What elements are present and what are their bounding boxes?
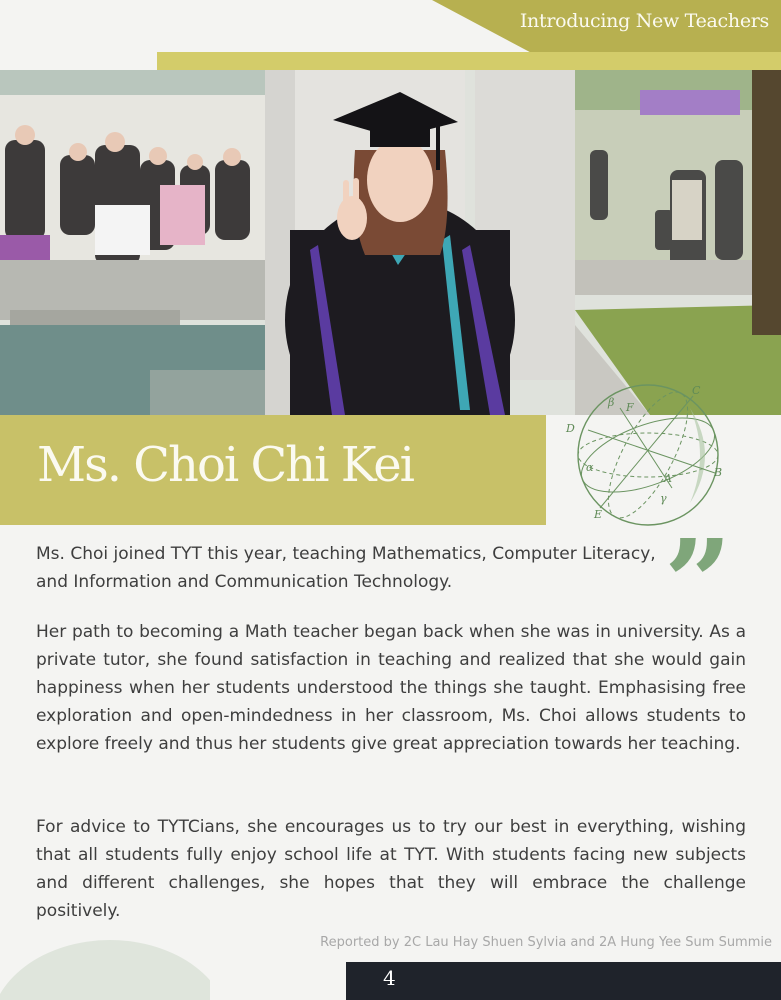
closing-quote-icon: ” bbox=[664, 513, 720, 652]
sphere-label-alpha: α bbox=[586, 461, 594, 474]
teacher-photo bbox=[0, 70, 781, 415]
sphere-label-c: C bbox=[692, 384, 701, 397]
career-paragraph: Her path to becoming a Math teacher began back when she was in university. As a private tutor, she found satisfaction in teaching and realized that she would gain happiness when her students understood the things she taught. Emphasising free exploration and open-mindedness in her classroom, Ms. Choi allows students to explore freely and thus her students give great appreciation towards her teaching. bbox=[36, 622, 746, 754]
decorative-blob bbox=[0, 940, 210, 1000]
reporter-credit: Reported by 2C Lau Hay Shuen Sylvia and 2A Hung Yee Sum Summie bbox=[320, 935, 772, 950]
section-label: Introducing New Teachers bbox=[519, 10, 769, 32]
sphere-label-e: E bbox=[594, 508, 603, 521]
page-number: 4 bbox=[383, 966, 396, 990]
sphere-label-b: B bbox=[714, 466, 723, 479]
geometry-sphere-icon bbox=[560, 378, 730, 528]
advice-paragraph: For advice to TYTCians, she encourages us to try our best in everything, wishing that all students fully enjoy school life at TYT. With students facing new subjects and different challenges, she hopes that they will embrace the challenge positively. bbox=[36, 817, 746, 921]
sphere-label-a: A bbox=[664, 472, 672, 485]
sphere-label-beta: β bbox=[608, 396, 615, 409]
sphere-label-d: D bbox=[566, 422, 575, 435]
teacher-name: Ms. Choi Chi Kei bbox=[37, 437, 414, 493]
intro-paragraph: Ms. Choi joined TYT this year, teaching Mathematics, Computer Literacy, and Information and Communication Technology. bbox=[36, 544, 656, 592]
footer-bar bbox=[346, 962, 781, 1000]
sphere-label-gamma: γ bbox=[660, 492, 667, 505]
sphere-label-f: F bbox=[626, 401, 634, 414]
